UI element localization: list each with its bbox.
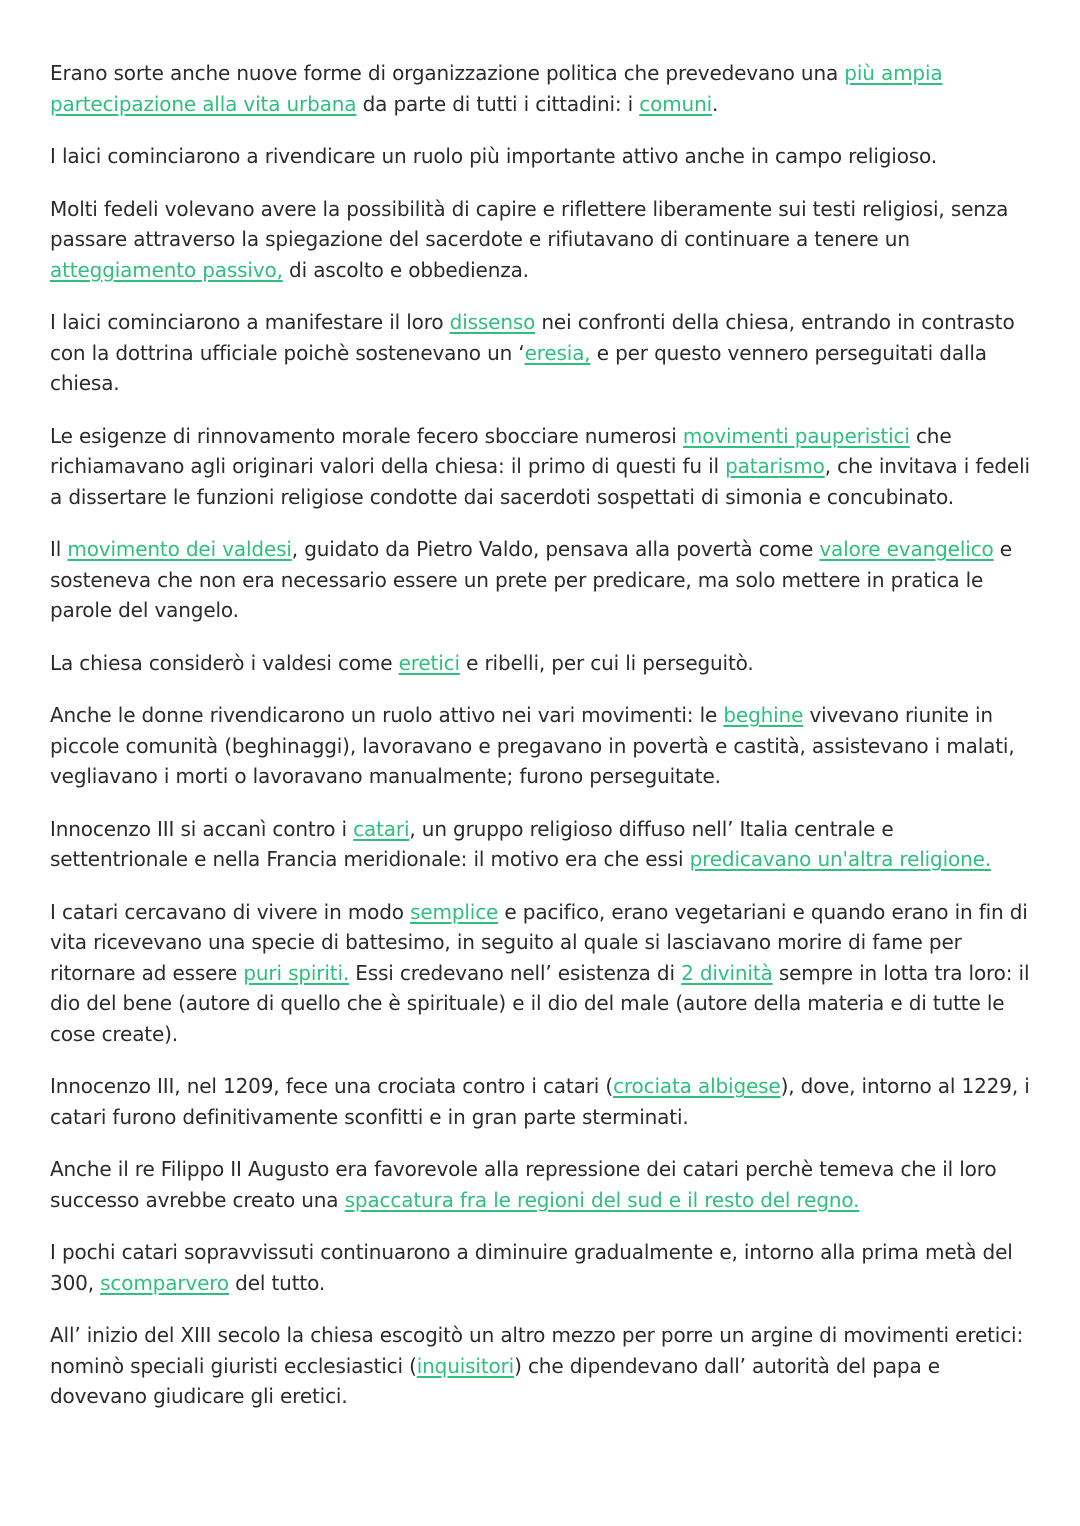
text-segment: , un gruppo religioso diffuso nell’ Italia centrale e settentrionale e nella Francia meridionale: il motivo era che essi [50,816,894,871]
paragraph [50,700,1035,792]
text-segment: Innocenzo III, nel 1209, fece una crociata contro i catari ( [50,1074,614,1098]
text-segment: Innocenzo III si accanì contro i [50,816,354,841]
text-segment: ) che dipendevano dall’ autorità del papa e dovevano giudicare gli eretici. [50,1353,940,1408]
text-segment: , guidato da Pietro Valdo, pensava alla povertà come [291,537,820,561]
highlighted-term: 2 divinità [681,960,773,985]
highlighted-term: beghine [723,703,804,727]
text-segment: da parte di tutti i cittadini: i [356,91,640,116]
text-segment: I catari cercavano di vivere in modo [50,899,411,924]
paragraph [50,194,1035,286]
highlighted-term: crociata albigese [613,1074,781,1098]
text-segment: nei confronti della chiesa, entrando in contrasto con la dottrina ufficiale poichè sostenevano un ‘ [50,310,1015,365]
paragraph [50,534,1035,626]
text-segment: Molti fedeli volevano avere la possibilità di capire e riflettere liberamente sui testi religiosi, senza passare attraverso la spiegazione del sacerdote e rifiutavano di continuare a tenere un [50,196,1009,251]
text-segment: , che invitava i fedeli a dissertare le funzioni religiose condotte dai sacerdoti sospettati di simonia e concubinato. [50,454,1030,509]
text-segment: vivevano riunite in piccole comunità (beghinaggi), lavoravano e pregavano in povertà e castità, assistevano i malati, vegliavano i morti o lavoravano manualmente; furono perseguitate. [50,703,1015,788]
text-segment: e per questo vennero perseguitati dalla chiesa. [50,340,987,395]
text-segment: All’ inizio del XIII secolo la chiesa escogitò un altro mezzo per porre un argine di movimenti eretici: nominò speciali giuristi ecclesiastici ( [50,1323,1024,1378]
highlighted-term: spaccatura fra le regioni del sud e il resto del regno. [344,1187,860,1212]
highlighted-term: scomparvero [100,1270,229,1295]
highlighted-term: predicavano un'altra religione. [689,847,991,871]
notes-page [50,58,1035,1434]
highlighted-term: movimento dei valdesi [67,537,292,561]
highlighted-term: patarismo [725,454,825,478]
text-segment: Le esigenze di rinnovamento morale fecero sbocciare numerosi [50,423,683,448]
highlighted-term: catari [353,816,410,841]
highlighted-term: comuni [639,91,713,116]
paragraph [50,1071,1035,1132]
text-segment: I pochi catari sopravvissuti continuarono a diminuire gradualmente e, intorno alla prima metà del 300, [50,1240,1013,1295]
text-segment: e ribelli, per cui li perseguitò. [459,650,754,675]
text-segment: Anche le donne rivendicarono un ruolo attivo nei vari movimenti: le [50,703,724,727]
paragraph [50,1237,1035,1298]
text-segment: La chiesa considerò i valdesi come [50,650,399,675]
text-segment: di ascolto e obbedienza. [282,257,529,282]
paragraph [50,307,1035,399]
text-segment: del tutto. [228,1270,326,1295]
paragraph [50,814,1035,875]
highlighted-term: atteggiamento passivo, [50,257,283,282]
paragraph [50,58,1035,119]
text-segment: . [712,91,719,116]
paragraph [50,141,1035,172]
paragraph [50,897,1035,1050]
text-segment: I laici cominciarono a manifestare il loro [50,310,450,334]
highlighted-term: dissenso [449,310,536,334]
text-segment: e pacifico, erano vegetariani e quando erano in fin di vita ricevevano una specie di battesimo, in seguito al quale si lasciavano morire di fame per ritornare ad essere [50,899,1028,985]
highlighted-term: valore evangelico [819,537,994,561]
text-segment: ), dove, intorno al 1229, i catari furono definitivamente sconfitti e in gran parte sterminati. [50,1074,1030,1129]
text-segment: che richiamavano agli originari valori della chiesa: il primo di questi fu il [50,423,952,478]
highlighted-term: puri spiriti. [243,960,350,985]
text-segment: Essi credevano nell’ esistenza di [349,960,682,985]
highlighted-term: semplice [410,899,499,924]
paragraph [50,1154,1035,1215]
text-segment: I laici cominciarono a rivendicare un ruolo più importante attivo anche in campo religioso. [50,144,937,168]
paragraph [50,421,1035,513]
text-segment: Erano sorte anche nuove forme di organizzazione politica che prevedevano una [50,61,845,85]
text-segment: Il [50,537,68,561]
paragraph [50,648,1035,679]
highlighted-term: inquisitori [416,1353,515,1378]
highlighted-term: più ampia partecipazione alla vita urbana [50,61,943,116]
highlighted-term: eresia, [524,340,591,365]
text-segment: e sosteneva che non era necessario essere un prete per predicare, ma solo mettere in pratica le parole del vangelo. [50,537,1012,622]
text-segment: sempre in lotta tra loro: il dio del bene (autore di quello che è spirituale) e il dio del male (autore della materia e di tutte le cose create). [50,960,1030,1046]
highlighted-term: eretici [398,650,460,675]
paragraph [50,1320,1035,1412]
highlighted-term: movimenti pauperistici [682,423,910,448]
text-segment: Anche il re Filippo II Augusto era favorevole alla repressione dei catari perchè temeva che il loro successo avrebbe creato una [50,1157,997,1212]
